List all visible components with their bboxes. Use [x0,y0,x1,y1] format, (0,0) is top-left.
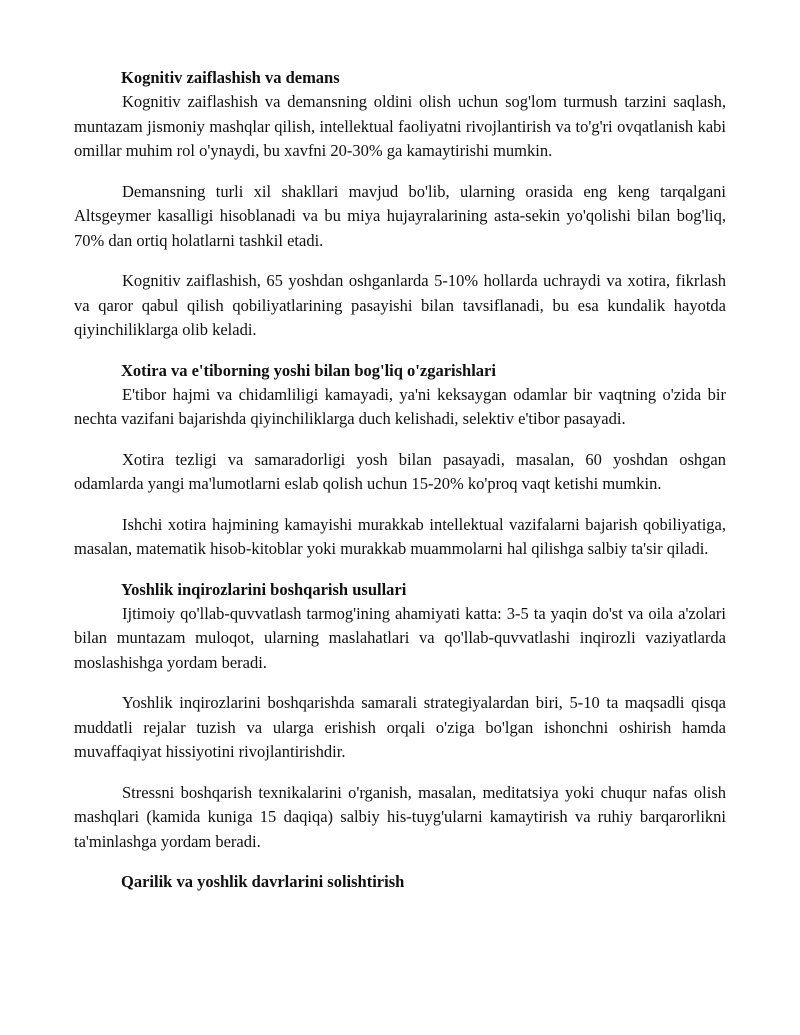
section-heading: Qarilik va yoshlik davrlarini solishtirish [121,872,405,891]
section-age-comparison [74,870,726,894]
paragraph: Yoshlik inqirozlarini boshqarishda samarali strategiyalardan biri, 5-10 ta maqsadli qisqa muddatli rejalar tuzish va ularga erishish orqali o'ziga bo'lgan ishonchni oshirish hamda muvaffaqiyat hissiyotini rivojlantirishdir. [74,693,726,761]
paragraph: Demansning turli xil shakllari mavjud bo'lib, ularning orasida eng keng tarqalgani Altsgeymer kasalligi hisoblanadi va bu miya hujayralarining asta-sekin yo'qolishi bilan bog'liq, 70% dan ortiq holatlarni tashkil etadi. [74,181,726,250]
section-heading: Yoshlik inqirozlarini boshqarish usullari [121,579,407,599]
paragraph: Ijtimoiy qo'llab-quvvatlash tarmog'ining ahamiyati katta: 3-5 ta yaqin do'st va oila a'zolari bilan muntazam muloqot, ularning maslahatlari va qo'llab-quvvatlashi inqirozli vaziyatlarda moslashishga yordam beradi. [74,603,726,672]
section-memory-attention [74,359,726,562]
paragraph: Ishchi xotira hajmining kamayishi murakkab intellektual vazifalarni bajarish qobiliyatiga, masalan, matematik hisob-kitoblar yoki murakkab muammolarni hal qilishga salbiy ta'sir qiladi. [74,514,726,558]
section-cognitive-decline [74,66,726,343]
section-heading: Kognitiv zaiflashish va demans [121,68,340,87]
paragraph: Kognitiv zaiflashish va demansning oldini olish uchun sog'lom turmush tarzini saqlash, muntazam jismoniy mashqlar qilish, intellektual faoliyatni rivojlantirish va to'g'ri ovqatlanish kabi omillar muhim rol o'ynaydi, bu xavfni 20-30% ga kamaytirishi mumkin. [74,92,726,160]
paragraph: Stressni boshqarish texnikalarini o'rganish, masalan, meditatsiya yoki chuqur nafas olish mashqlari (kamida kuniga 15 daqiqa) salbiy his-tuyg'ularni kamaytirish va ruhiy barqarorlikni ta'minlashga yordam beradi. [74,782,726,851]
paragraph: Kognitiv zaiflashish, 65 yoshdan oshganlarda 5-10% hollarda uchraydi va xotira, fikrlash va qaror qabul qilish qobiliyatlarining pasayishi bilan tavsiflanadi, bu esa kundalik hayotda qiyinchiliklarga olib keladi. [74,271,726,339]
section-heading: Xotira va e'tiborning yoshi bilan bog'liq o'zgarishlari [121,360,496,380]
paragraph: E'tibor hajmi va chidamliligi kamayadi, ya'ni keksaygan odamlar bir vaqtning o'zida bir nechta vazifani bajarishda qiyinchiliklarga duch kelishadi, selektiv e'tibor pasayadi. [74,384,726,428]
section-youth-crisis [74,578,726,855]
document-page [74,66,726,894]
paragraph: Xotira tezligi va samaradorligi yosh bilan pasayadi, masalan, 60 yoshdan oshgan odamlarda yangi ma'lumotlarni eslab qolish uchun 15-20% ko'proq vaqt ketishi mumkin. [74,449,726,493]
